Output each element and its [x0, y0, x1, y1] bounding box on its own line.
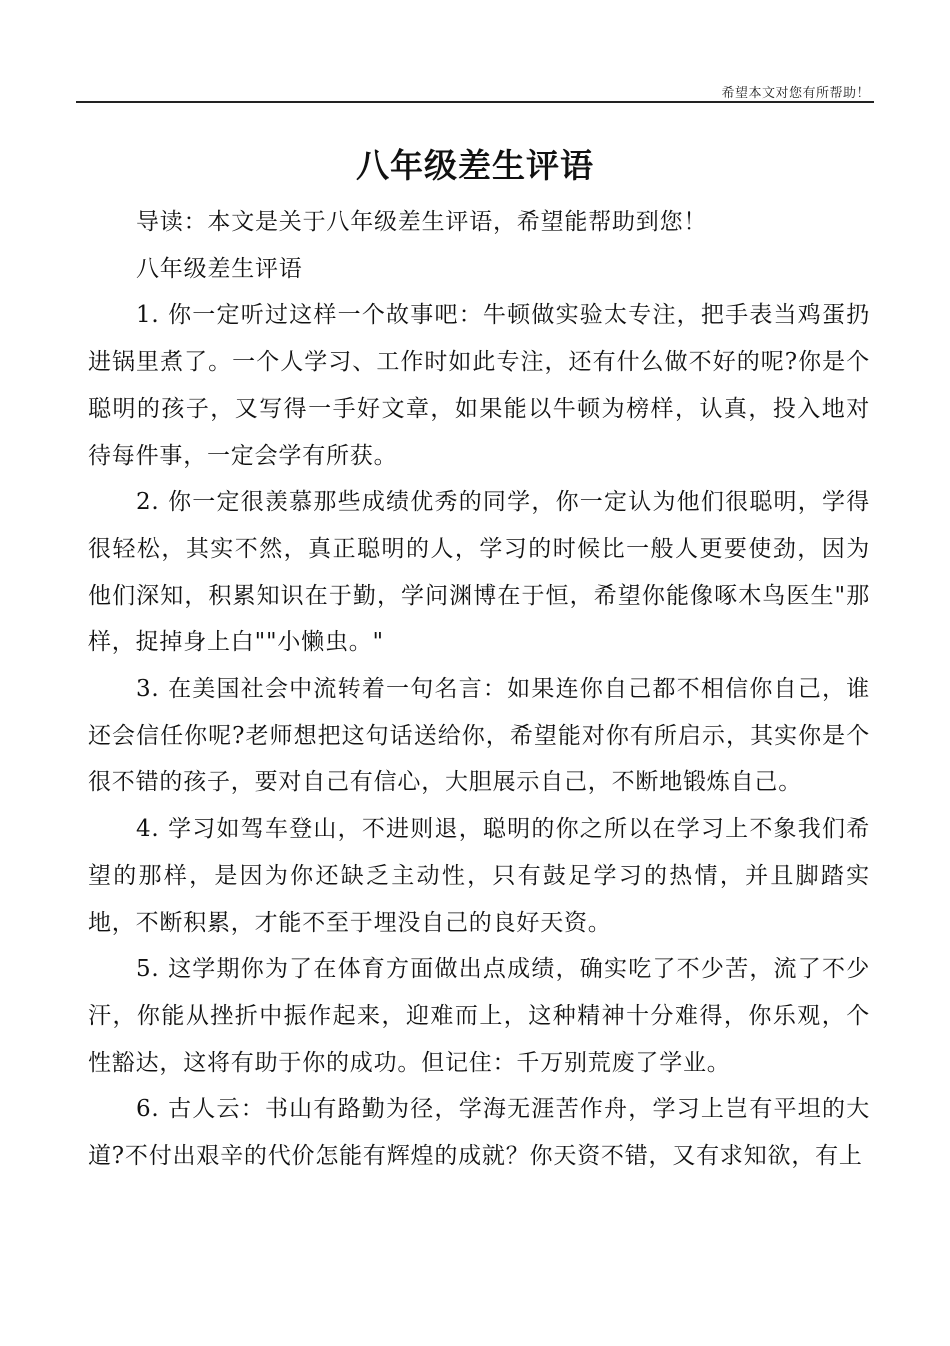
document-title: 八年级差生评语	[356, 146, 594, 186]
comment-paragraph-5: 5. 这学期你为了在体育方面做出点成绩，确实吃了不少苦，流了不少汗，你能从挫折中振作起来，迎难而上，这种精神十分难得，你乐观，个性豁达，这将有助于你的成功。但记住：千万别荒废了学业。	[88, 956, 870, 1076]
comment-paragraph-6: 6. 古人云：书山有路勤为径，学海无涯苦作舟，学习上岂有平坦的大道?不付出艰辛的代价怎能有辉煌的成就？你天资不错，又有求知欲，有上	[88, 1096, 870, 1170]
header-note: 希望本文对您有所帮助！	[721, 86, 870, 101]
intro-paragraph: 导读：本文是关于八年级差生评语，希望能帮助到您！	[136, 209, 708, 235]
header-divider	[76, 101, 874, 103]
section-subtitle: 八年级差生评语	[136, 255, 303, 282]
document-body	[88, 199, 870, 1180]
comment-paragraph-2: 2. 你一定很羡慕那些成绩优秀的同学，你一定认为他们很聪明，学得很轻松，其实不然，真正聪明的人，学习的时候比一般人更要使劲，因为他们深知，积累知识在于勤，学问渊博在于恒，希望你能像啄木鸟医生"那样，捉掉身上白""小懒虫。"	[88, 489, 870, 656]
comment-paragraph-3: 3. 在美国社会中流转着一句名言：如果连你自己都不相信你自己，谁还会信任你呢?老师想把这句话送给你，希望能对你有所启示，其实你是个很不错的孩子，要对自己有信心，大胆展示自己，不断地锻炼自己。	[88, 676, 870, 796]
comment-paragraph-4: 4. 学习如驾车登山，不进则退，聪明的你之所以在学习上不象我们希望的那样，是因为你还缺乏主动性，只有鼓足学习的热情，并且脚踏实地，不断积累，才能不至于埋没自己的良好天资。	[88, 816, 870, 936]
comment-paragraph-1: 1. 你一定听过这样一个故事吧：牛顿做实验太专注，把手表当鸡蛋扔进锅里煮了。一个人学习、工作时如此专注，还有什么做不好的呢?你是个聪明的孩子，又写得一手好文章，如果能以牛顿为榜样，认真，投入地对待每件事，一定会学有所获。	[88, 302, 870, 469]
